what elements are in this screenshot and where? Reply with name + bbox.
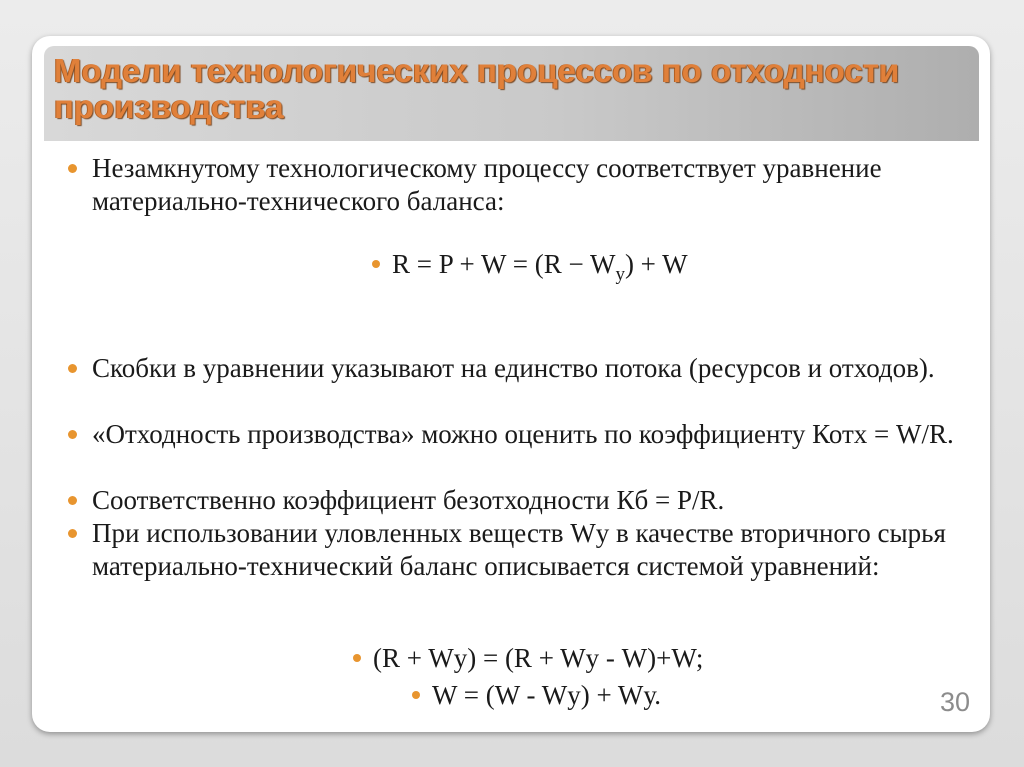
bullet-dot [353, 654, 361, 662]
equation-system-1-text: (R + Wу) = (R + Wу - W)+W; [373, 643, 704, 673]
equation-system-1 [373, 642, 703, 675]
bullet-text: «Отходность производства» можно оценить по коэффициенту Котх = W/R. [92, 419, 954, 449]
equation-system-2 [432, 679, 661, 712]
bullet-dot [412, 691, 420, 699]
equation-balance-tail: ) + W [624, 249, 688, 279]
bullet-dot [68, 529, 77, 538]
bullet-dot [372, 260, 380, 268]
slide-title: Модели технологических процессов по отходности производства [54, 52, 900, 125]
bullet-item [60, 418, 960, 451]
equation-balance-main: R = P + W = (R − W [392, 249, 616, 279]
equation-balance [392, 248, 688, 291]
bullet-text: Незамкнутому технологическому процессу соответствует уравнение материально-технического баланса: [92, 153, 882, 216]
bullet-dot [68, 164, 77, 173]
bullet-item [60, 484, 960, 517]
title-band [44, 46, 979, 141]
equation-balance-subscript: у [615, 264, 625, 285]
bullet-item [60, 517, 960, 583]
bullet-text: Скобки в уравнении указывают на единство потока (ресурсов и отходов). [92, 353, 935, 383]
page-number: 30 [939, 687, 970, 717]
bullet-dot [68, 430, 77, 439]
equation-system-2-text: W = (W - Wу) + Wу. [432, 680, 661, 710]
bullet-text: Соответственно коэффициент безотходности Кб = P/R. [92, 485, 725, 515]
bullet-item [60, 152, 960, 218]
bullet-dot [68, 364, 77, 373]
slide-card [32, 36, 990, 732]
bullet-item [60, 352, 960, 385]
bullet-dot [68, 496, 77, 505]
bullet-text: При использовании уловленных веществ Wу в качестве вторичного сырья материально-технический баланс описывается системой уравнений: [92, 518, 946, 581]
